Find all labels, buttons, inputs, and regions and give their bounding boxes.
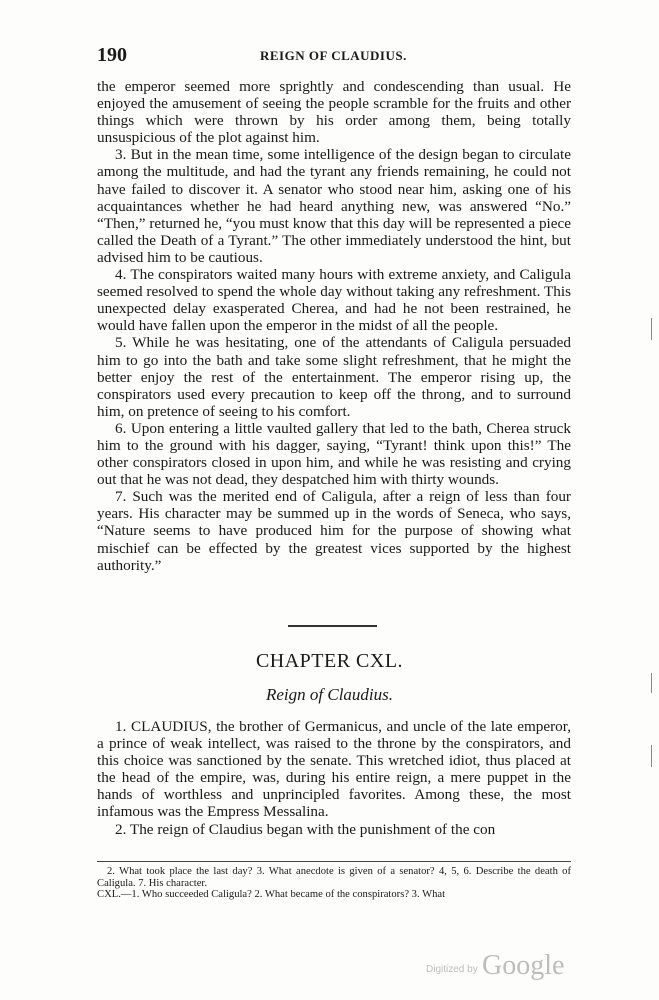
margin-mark bbox=[651, 673, 652, 693]
paragraph-5: 5. While he was hesitating, one of the attendants of Caligula persuaded him to go into the bath and take some slight refreshment, that he might the better enjoy the rest of the entertainment. The emperor rising up, the conspirators used every precaution to keep off the throng, and to surround him, on pretence of seeing to his comfort. bbox=[97, 334, 571, 420]
paragraph-7: 7. Such was the merited end of Caligula, after a reign of less than four years. His character may be summed up in the words of Seneca, who says, “Nature seems to have produced him for the purpose of showing what mischief can be effected by the greatest vices supported by the highest authority.” bbox=[97, 488, 571, 574]
page-number: 190 bbox=[97, 44, 127, 66]
footnote-divider bbox=[97, 861, 571, 862]
paragraph-continuation: the emperor seemed more sprightly and condescending than usual. He enjoyed the amusement of seeing the people scramble for the fruits and other things which were thrown by his order among them, being totally unsuspicious of the plot against him. bbox=[97, 78, 571, 147]
margin-mark bbox=[651, 318, 652, 340]
watermark-prefix: Digitized by bbox=[426, 964, 478, 975]
footnote-chapter-questions: CXL.—1. Who succeeded Caligula? 2. What became of the conspirators? 3. What bbox=[97, 889, 446, 901]
chapter-paragraph-2: 2. The reign of Claudius began with the punishment of the con bbox=[115, 820, 496, 838]
margin-mark bbox=[651, 745, 652, 767]
chapter-title: CHAPTER CXL. bbox=[255, 650, 404, 672]
chapter-paragraph-1: 1. CLAUDIUS, the brother of Germanicus, and uncle of the late emperor, a prince of weak intellect, was raised to the throne by the conspirators, and this choice was sanctioned by the senate. This wretched idiot, thus placed at the head of the empire, was, during his entire reign, a mere puppet in the hands of worthless and unprincipled favorites. Among these, the most infamous was the Empress Messalina. bbox=[97, 718, 571, 821]
digitization-watermark bbox=[426, 950, 566, 984]
chapter-subtitle: Reign of Claudius. bbox=[265, 685, 394, 704]
paragraph-6: 6. Upon entering a little vaulted gallery that led to the bath, Cherea struck him to the ground with his dagger, saying, “Tyrant! think upon this!” The other conspirators closed in upon him, and while he was resisting and crying out that he was not dead, they despatched him with thirty wounds. bbox=[97, 419, 571, 489]
footnote-questions: 2. What took place the last day? 3. What anecdote is given of a senator? 4, 5, 6. Describe the death of Caligula. 7. His character. bbox=[97, 866, 571, 889]
google-logo: Google bbox=[482, 950, 565, 981]
paragraph-3: 3. But in the mean time, some intelligence of the design began to circulate among the multitude, and had the tyrant any friends remaining, he could not have failed to discover it. A senator who stood near him, asking one of his acquaintances whether he had heard anything new, was answered “No.” “Then,” returned he, “you must know that this day will be represented a piece called the Death of a Tyrant.” The other immediately understood the hint, but advised him to be cautious. bbox=[97, 146, 571, 266]
chapter-text bbox=[97, 718, 571, 838]
section-divider bbox=[288, 625, 377, 627]
page-header bbox=[97, 44, 571, 66]
running-head: REIGN OF CLAUDIUS. bbox=[260, 48, 407, 63]
body-text bbox=[97, 78, 571, 574]
footnotes bbox=[97, 866, 571, 901]
paragraph-4: 4. The conspirators waited many hours with extreme anxiety, and Caligula seemed resolved to spend the whole day without taking any refreshment. This unexpected delay exasperated Cherea, and had he not been restrained, he would have fallen upon the emperor in the midst of all the people. bbox=[97, 266, 571, 335]
